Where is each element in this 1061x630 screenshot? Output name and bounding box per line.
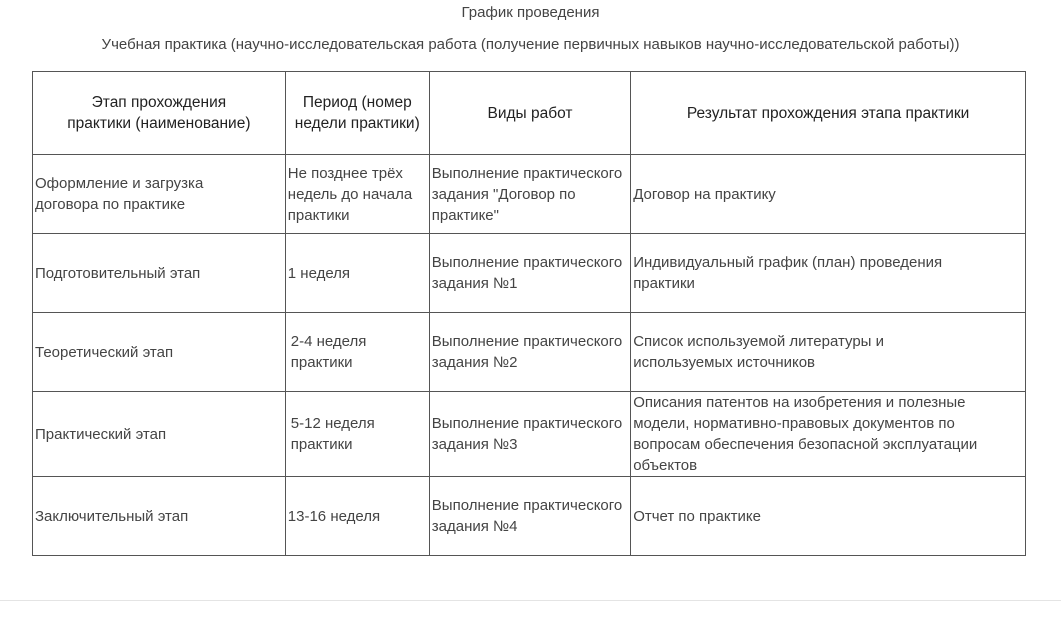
cell-result: Отчет по практике [631, 477, 1026, 556]
table-row [33, 155, 1026, 234]
cell-period: 5-12 неделя практики [285, 392, 429, 477]
table-row [33, 477, 1026, 556]
cell-stage: Оформление и загрузка договора по практике [33, 155, 286, 234]
footer-divider [0, 600, 1061, 601]
header-period: Период (номер недели практики) [285, 72, 429, 155]
cell-period: 13-16 неделя [285, 477, 429, 556]
table-header-row [33, 72, 1026, 155]
header-work: Виды работ [429, 72, 630, 155]
header-result: Результат прохождения этапа практики [631, 72, 1026, 155]
cell-period: 2-4 неделя практики [285, 313, 429, 392]
cell-work: Выполнение практического задания №3 [429, 392, 630, 477]
page-subtitle: Учебная практика (научно-исследовательская работа (получение первичных навыков научно-исследовательской работы)) [101, 36, 960, 53]
cell-work: Выполнение практического задания "Договор по практике" [429, 155, 630, 234]
cell-work: Выполнение практического задания №2 [429, 313, 630, 392]
cell-period: Не позднее трёх недель до начала практики [285, 155, 429, 234]
table-row [33, 392, 1026, 477]
table-row [33, 313, 1026, 392]
cell-stage: Подготовительный этап [33, 234, 286, 313]
cell-result: Описания патентов на изобретения и полезные модели, нормативно-правовых документов по вопросам обеспечения безопасной эксплуатации объектов [631, 392, 1026, 477]
cell-stage: Практический этап [33, 392, 286, 477]
header-stage: Этап прохождения практики (наименование) [33, 72, 286, 155]
cell-result: Индивидуальный график (план) проведения практики [631, 234, 1026, 313]
cell-stage: Теоретический этап [33, 313, 286, 392]
cell-result: Договор на практику [631, 155, 1026, 234]
cell-work: Выполнение практического задания №1 [429, 234, 630, 313]
table-row [33, 234, 1026, 313]
schedule-table [32, 71, 1026, 556]
cell-period: 1 неделя [285, 234, 429, 313]
page-title: График проведения [461, 4, 600, 21]
cell-stage: Заключительный этап [33, 477, 286, 556]
cell-work: Выполнение практического задания №4 [429, 477, 630, 556]
cell-result: Список используемой литературы и используемых источников [631, 313, 1026, 392]
